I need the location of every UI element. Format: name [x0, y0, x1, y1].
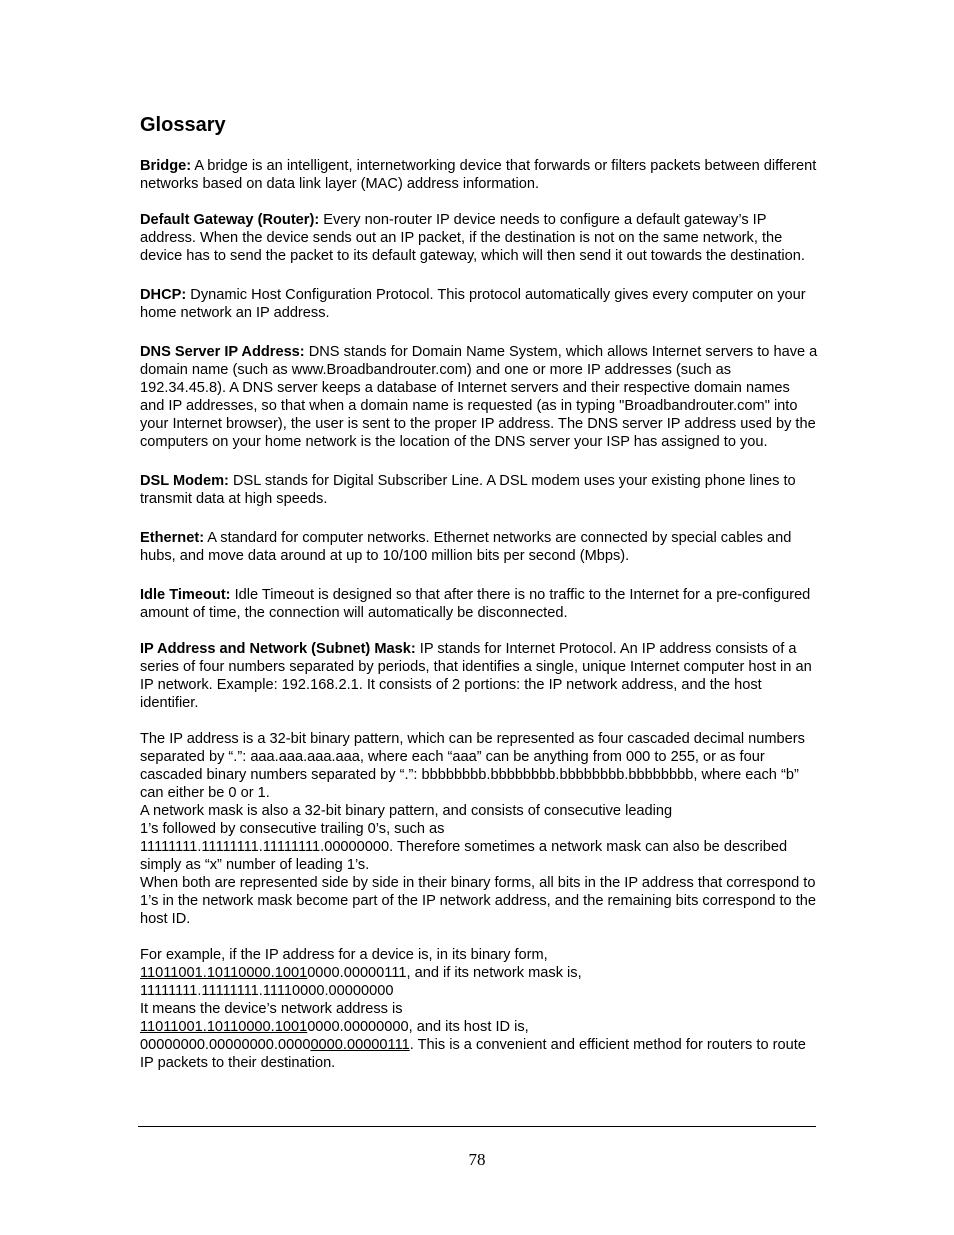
example-host-bits: 0000.00000111	[310, 1037, 410, 1053]
ip-explanation-paragraph	[140, 730, 818, 928]
page-title: Glossary	[140, 114, 226, 136]
glossary-definition: Idle Timeout is designed so that after there is no traffic to the Internet for a pre-configured amount of time, the connection will automatically be disconnected.	[140, 587, 811, 621]
glossary-definition: A standard for computer networks. Ethernet networks are connected by special cables and hubs, and move data around at up to 10/100 million bits per second (Mbps).	[140, 530, 792, 564]
glossary-definition: Every non-router IP device needs to configure a default gateway’s IP address. When the device sends out an IP packet, if the destination is not on the same network, the device has to send the packet to its default gateway, which will then send it out towards the destination.	[140, 212, 805, 264]
glossary-definition: IP stands for Internet Protocol. An IP address consists of a series of four numbers separated by periods, that identifies a single, unique Internet computer host in an IP network. Example: 192.168.2.1. It consists of 2 portions: the IP network address, and the host identifier.	[140, 641, 812, 711]
example-ip-line	[140, 964, 818, 982]
page-content	[140, 112, 818, 1072]
glossary-definition: DNS stands for Domain Name System, which allows Internet servers to have a domain name (such as www.Broadbandrouter.com) and one or more IP addresses (such as 192.34.45.8). A DNS server keeps a database of Internet servers and their respective domain names and IP addresses, so that when a domain name is requested (as in typing "Broadbandrouter.com" into your Internet browser), the user is sent to the proper IP address. The DNS server IP address used by the computers on your home network is the location of the DNS server your ISP has assigned to you.	[140, 344, 818, 450]
network-mask-text-cont: 1’s followed by consecutive trailing 0’s, such as	[140, 821, 445, 837]
bit-correspondence-text: When both are represented side by side in their binary forms, all bits in the IP address that correspond to 1’s in the network mask become part of the IP network address, and the remaining bits correspond to the host ID.	[140, 875, 817, 927]
glossary-definition: Dynamic Host Configuration Protocol. This protocol automatically gives every computer on your home network an IP address.	[140, 287, 806, 321]
glossary-term: IP Address and Network (Subnet) Mask:	[140, 641, 416, 657]
example-ip-network-bits: 11011001.10110000.1001	[140, 965, 308, 981]
example-network-rest: 0000.00000000, and its host ID is,	[307, 1019, 529, 1035]
example-host-line	[140, 1036, 818, 1072]
glossary-entry-ip-address	[140, 640, 818, 712]
glossary-term: DHCP:	[140, 287, 187, 303]
example-host-rest: . This is a convenient and efficient method for routers to route IP packets to their destination.	[140, 1037, 806, 1071]
ip-binary-pattern-text: The IP address is a 32-bit binary pattern, which can be represented as four cascaded decimal numbers separated by “.”: aaa.aaa.aaa.aaa, where each “aaa” can be anything from 000 to 255, or as four cascaded binary numbers separated by “.”: bbbbbbbb.bbbbbbbb.bbbbbbbb.bbbbbbbb, where each “b” can either be 0 or 1.	[140, 731, 805, 801]
glossary-term: DNS Server IP Address:	[140, 344, 305, 360]
glossary-entry-gateway	[140, 211, 818, 265]
glossary-entry-bridge	[140, 157, 818, 193]
page-number: 78	[468, 1150, 486, 1169]
glossary-entry-dhcp	[140, 286, 818, 322]
example-intro: For example, if the IP address for a device is, in its binary form,	[140, 947, 548, 963]
glossary-entry-dns	[140, 343, 818, 451]
glossary-term: Default Gateway (Router):	[140, 212, 320, 228]
glossary-entry-dsl	[140, 472, 818, 508]
glossary-entry-idle-timeout	[140, 586, 818, 622]
glossary-definition: DSL stands for Digital Subscriber Line. A DSL modem uses your existing phone lines to transmit data at high speeds.	[140, 473, 796, 507]
glossary-entry-ethernet	[140, 529, 818, 565]
glossary-definition: A bridge is an intelligent, internetworking device that forwards or filters packets between different networks based on data link layer (MAC) address information.	[140, 158, 817, 192]
example-network-line	[140, 1018, 818, 1036]
glossary-term: Ethernet:	[140, 530, 205, 546]
example-ip-rest: 0000.00000111, and if its network mask is,	[307, 965, 582, 981]
ip-example-paragraph	[140, 946, 818, 1072]
network-mask-text: A network mask is also a 32-bit binary pattern, and consists of consecutive leading	[140, 803, 673, 819]
example-mask-line: 11111111.11111111.11110000.00000000	[140, 983, 394, 999]
glossary-term: Bridge:	[140, 158, 192, 174]
example-host-plain: 00000000.00000000.0000	[140, 1037, 311, 1053]
example-network-intro: It means the device’s network address is	[140, 1001, 403, 1017]
footer-divider	[138, 1126, 816, 1127]
glossary-term: Idle Timeout:	[140, 587, 231, 603]
network-mask-example-text: 11111111.11111111.11111111.00000000. Therefore sometimes a network mask can also be described simply as “x” number of leading 1’s.	[140, 839, 788, 873]
example-network-bits: 11011001.10110000.1001	[140, 1019, 308, 1035]
glossary-term: DSL Modem:	[140, 473, 229, 489]
